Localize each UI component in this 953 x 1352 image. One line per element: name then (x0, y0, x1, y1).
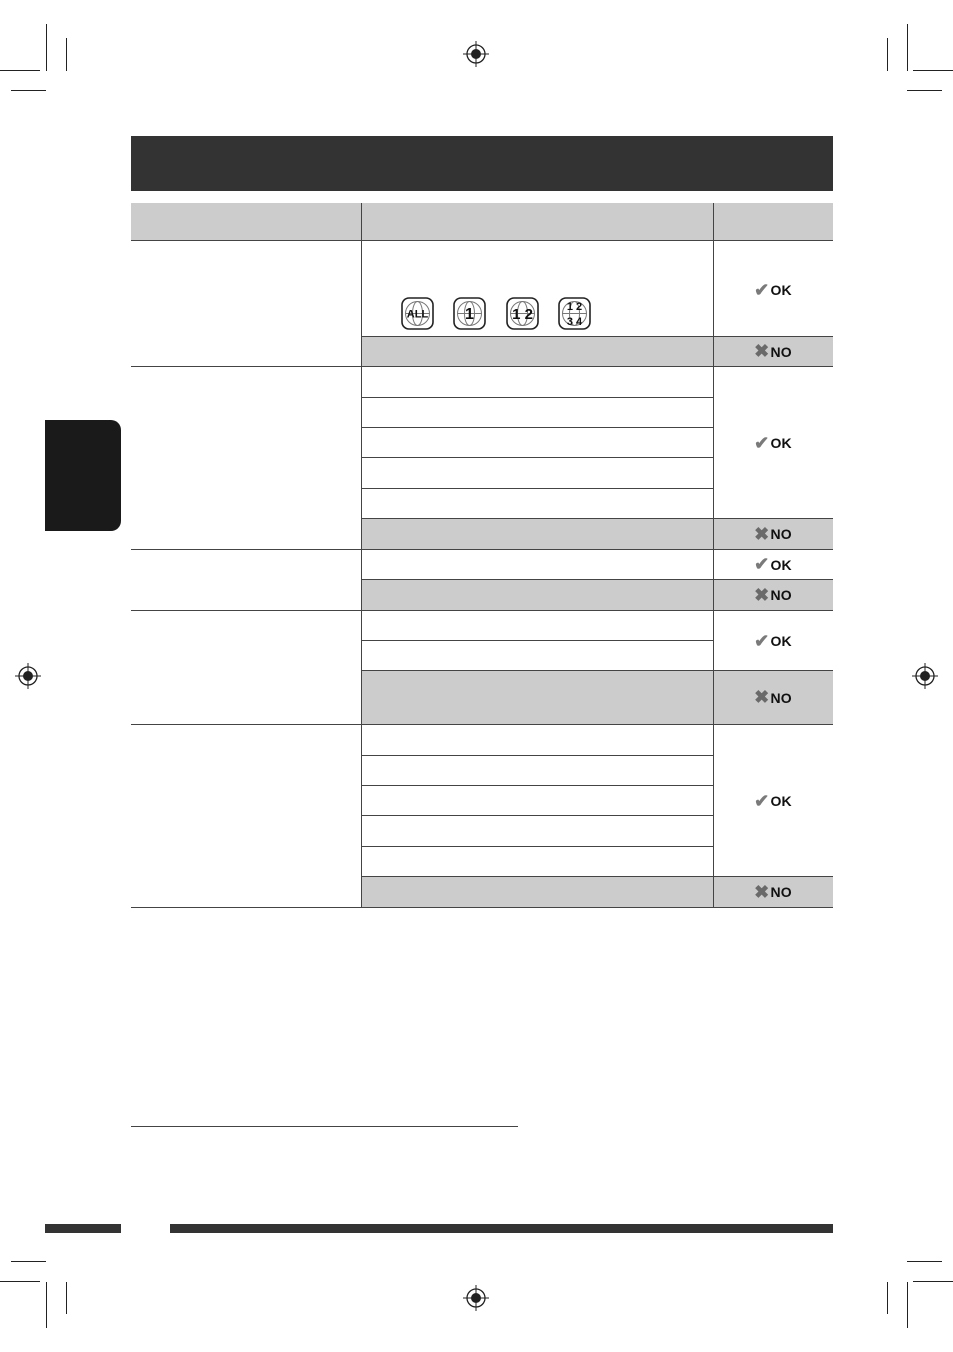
region-icon-label: 1 2 (512, 306, 533, 323)
region-icon-label: ALL (406, 308, 429, 321)
region-icon-label: 3 4 (566, 316, 583, 328)
crop-mark (66, 1282, 67, 1314)
region-1-2-icon (506, 297, 539, 330)
cross-icon: ✖ (754, 341, 770, 361)
registration-mark-icon (463, 41, 489, 67)
crop-mark (0, 1281, 40, 1282)
sub-row-divider (362, 755, 713, 756)
crop-mark (907, 1261, 942, 1262)
no-label: NO (770, 884, 792, 900)
sub-row-divider (362, 785, 713, 786)
row-divider (131, 724, 833, 725)
region-icon-label: 1 2 (566, 301, 583, 313)
crop-mark (0, 70, 40, 71)
check-icon: ✔ (754, 279, 770, 300)
ok-label: OK (770, 793, 792, 809)
cross-icon: ✖ (754, 881, 770, 902)
crop-mark (887, 38, 888, 71)
ok-badge (713, 627, 833, 655)
ok-badge (713, 429, 833, 457)
no-badge (713, 671, 833, 724)
ok-badge (713, 787, 833, 815)
crop-mark (11, 90, 46, 91)
registration-mark-icon (463, 1285, 489, 1311)
row-divider (131, 610, 833, 611)
sub-row-divider (362, 640, 713, 641)
cross-icon: ✖ (754, 523, 770, 544)
ok-badge (713, 276, 833, 304)
crop-mark (907, 90, 942, 91)
footer-bar-right (170, 1224, 833, 1233)
no-label: NO (770, 587, 792, 603)
footnote-rule (131, 1126, 518, 1127)
table-header-row (131, 203, 833, 240)
footer-bar-left (45, 1224, 121, 1233)
sub-row-divider (362, 397, 713, 398)
row-divider (131, 240, 833, 241)
sub-row-divider (362, 815, 713, 816)
crop-mark (913, 1281, 953, 1282)
crop-mark (907, 24, 908, 71)
no-label: NO (770, 689, 792, 706)
region-1-icon (453, 297, 486, 330)
crop-mark (46, 1282, 47, 1328)
no-label: NO (770, 526, 792, 542)
check-icon: ✔ (754, 432, 770, 453)
check-icon: ✔ (754, 554, 770, 574)
ok-label: OK (770, 633, 792, 649)
section-header-bar (131, 136, 833, 191)
crop-mark (907, 1282, 908, 1328)
no-badge (713, 519, 833, 549)
registration-mark-icon (15, 663, 41, 689)
sub-row-divider (362, 457, 713, 458)
ok-label: OK (770, 282, 792, 298)
crop-mark (913, 70, 953, 71)
region-1-2-3-4-icon (558, 297, 591, 330)
no-label: NO (770, 343, 792, 360)
registration-mark-icon (912, 663, 938, 689)
crop-mark (887, 1282, 888, 1314)
check-icon: ✔ (754, 630, 770, 651)
cross-icon: ✖ (754, 584, 770, 605)
check-icon: ✔ (754, 790, 770, 811)
row-divider (131, 366, 833, 367)
sub-row-divider (362, 488, 713, 489)
sub-row-divider (362, 427, 713, 428)
crop-mark (66, 38, 67, 71)
language-side-tab (45, 420, 121, 531)
no-badge (713, 337, 833, 366)
no-badge (713, 580, 833, 610)
ok-label: OK (770, 435, 792, 451)
ok-label: OK (770, 556, 792, 573)
no-badge (713, 877, 833, 907)
cross-icon: ✖ (754, 687, 770, 707)
sub-row-divider (362, 846, 713, 847)
region-all-icon (401, 297, 434, 330)
row-divider (131, 907, 833, 908)
column-divider (361, 203, 362, 907)
ok-badge (713, 550, 833, 579)
crop-mark (11, 1261, 46, 1262)
region-icon-label: 1 (465, 306, 474, 323)
crop-mark (46, 24, 47, 71)
